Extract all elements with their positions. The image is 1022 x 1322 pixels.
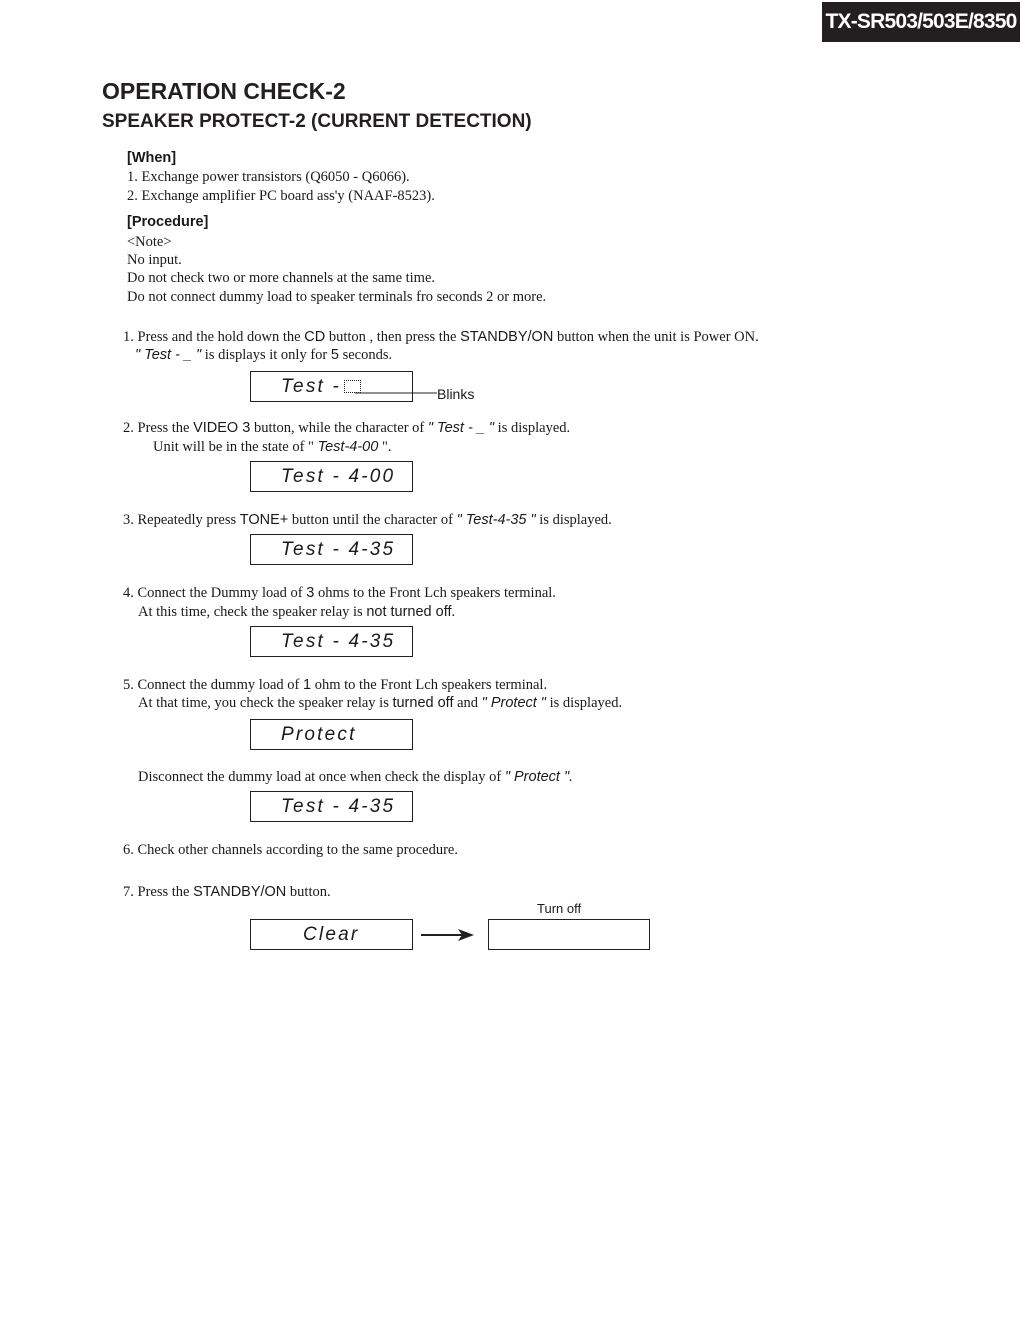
display-text: Test - 4-35 — [281, 630, 396, 652]
display-text: Test - 4-00 — [281, 465, 396, 487]
model-badge: TX-SR503/503E/8350 — [822, 2, 1020, 42]
disconnect-display-quote: " Protect ". — [504, 769, 574, 785]
step-6-line: 6. Check other channels according to the same procedure. — [123, 842, 458, 858]
step-1-text-c: button when the unit is Power ON. — [553, 329, 759, 345]
procedure-note-2: Do not check two or more channels at the same time. — [127, 270, 436, 286]
step-7-text-b: button. — [286, 884, 331, 900]
display-test-4-35-load — [250, 626, 413, 657]
display-off — [488, 919, 650, 950]
step-2-display-quote: " Test - _ " — [427, 420, 495, 436]
step-3-text-b: button until the character of — [288, 512, 457, 528]
when-item-2: 2. Exchange amplifier PC board ass'y (NAAF-8523). — [127, 188, 435, 204]
step-4-text-b: ohms to the Front Lch speakers terminal. — [314, 585, 556, 601]
display-test-4-35-after — [250, 791, 413, 822]
step-3-text-c: is displayed. — [535, 512, 612, 528]
step-5-line-2-b: and — [453, 695, 482, 711]
display-text: Test - — [281, 375, 342, 397]
step-1-line-2 — [135, 347, 392, 364]
step-5-text-b: ohm to the Front Lch speakers terminal. — [311, 677, 548, 693]
step-3-line-1 — [123, 512, 612, 529]
step-5-line-1 — [123, 677, 547, 694]
disconnect-text: Disconnect the dummy load at once when check the display of — [138, 769, 505, 785]
step-3-text-a: 3. Repeatedly press — [123, 512, 240, 528]
blinks-label: Blinks — [437, 386, 475, 402]
step-5-line-2 — [138, 695, 622, 712]
arrow-right-icon — [420, 926, 476, 944]
display-text: Protect — [281, 723, 357, 745]
step-2-line-2-b: ". — [378, 439, 392, 455]
cd-button-label: CD — [304, 329, 326, 345]
page-title: OPERATION CHECK-2 — [102, 78, 346, 104]
procedure-note-3: Do not connect dummy load to speaker terminals fro seconds 2 or more. — [127, 289, 547, 305]
when-heading: [When] — [127, 150, 177, 166]
step-1-text-b: button , then press the — [325, 329, 461, 345]
step-7-line — [123, 884, 331, 901]
step-2-text-c: is displayed. — [494, 420, 571, 436]
step-5-text-a: 5. Connect the dummy load of — [123, 677, 304, 693]
step-5-line-2-c: is displayed. — [545, 695, 623, 711]
standby-button-label: STANDBY/ON — [460, 329, 554, 345]
step-2-text-a: 2. Press the — [123, 420, 194, 436]
step-1-display-quote: " Test - _ " — [135, 347, 202, 363]
step-4-relay-state: not turned off — [366, 604, 452, 620]
display-text: Test - 4-35 — [281, 795, 396, 817]
step-5-ohm-value: 1 — [303, 677, 312, 693]
blinks-leader-line — [355, 388, 437, 400]
step-4-line-1 — [123, 585, 556, 602]
step-3-display-quote: " Test-4-35 " — [456, 512, 536, 528]
step-7-text-a: 7. Press the — [123, 884, 194, 900]
display-protect — [250, 719, 413, 750]
video3-button-label: VIDEO 3 — [193, 420, 251, 436]
step-2-line-1 — [123, 420, 570, 437]
step-4-line-2 — [138, 604, 455, 621]
step-1-seconds-value: 5 — [330, 347, 339, 363]
step-1-line-1 — [123, 329, 759, 346]
step-4-line-2-b: . — [451, 604, 456, 620]
standby-button-label-2: STANDBY/ON — [193, 884, 287, 900]
step-4-ohm-value: 3 — [306, 585, 315, 601]
step-5-line-2-a: At that time, you check the speaker relay is — [138, 695, 393, 711]
disconnect-line — [138, 769, 573, 786]
display-text: Test - 4-35 — [281, 538, 396, 560]
step-2-line-2-a: Unit will be in the state of " — [153, 439, 318, 455]
display-test-4-35 — [250, 534, 413, 565]
turn-off-label: Turn off — [537, 901, 582, 916]
step-4-text-a: 4. Connect the Dummy load of — [123, 585, 307, 601]
display-test-4-00 — [250, 461, 413, 492]
step-1-text-a: 1. Press and the hold down the — [123, 329, 305, 345]
page-subtitle: SPEAKER PROTECT-2 (CURRENT DETECTION) — [102, 111, 532, 132]
procedure-heading: [Procedure] — [127, 214, 209, 230]
step-1-line-2-a: is displays it only for — [201, 347, 331, 363]
step-4-line-2-a: At this time, check the speaker relay is — [138, 604, 367, 620]
step-5-display-quote: " Protect " — [481, 695, 546, 711]
display-clear — [250, 919, 413, 950]
step-5-relay-state: turned off — [392, 695, 454, 711]
procedure-note-1: No input. — [127, 252, 182, 268]
step-2-text-b: button, while the character of — [250, 420, 428, 436]
step-2-line-2 — [153, 439, 391, 456]
step-2-state-value: Test-4-00 — [317, 439, 379, 455]
display-text: Clear — [303, 923, 360, 945]
when-item-1: 1. Exchange power transistors (Q6050 - Q6066). — [127, 169, 410, 185]
procedure-note-label: <Note> — [127, 234, 172, 250]
step-1-line-2-b: seconds. — [338, 347, 393, 363]
tone-plus-button-label: TONE+ — [239, 512, 289, 528]
